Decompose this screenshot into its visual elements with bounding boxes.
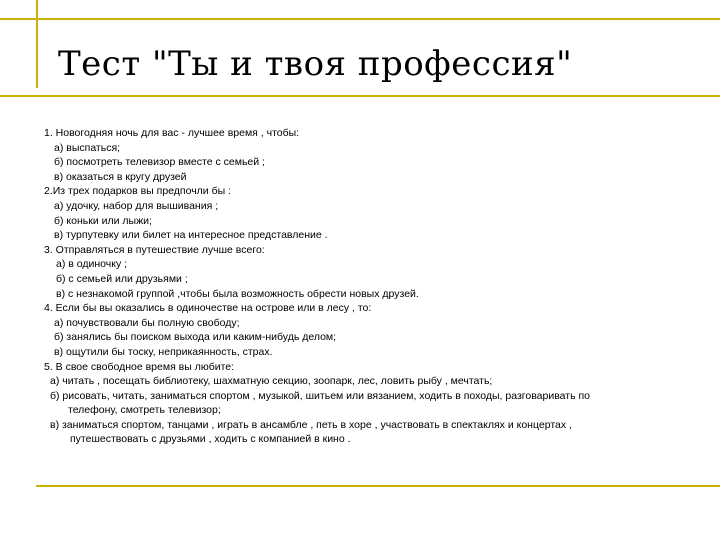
answer-1c: в) оказаться в кругу друзей (54, 170, 187, 183)
answer-5c: в) заниматься спортом, танцами , играть в ансамбле , петь в хоре , участвовать в спектаклях и концертах , (50, 418, 572, 431)
question-4: 4. Если бы вы оказались в одиночестве на острове или в лесу , то: (44, 302, 372, 315)
answer-3b: б) с семьей или друзьями ; (56, 272, 188, 285)
slide-title: Тест "Ты и твоя профессия" (58, 44, 573, 84)
answer-1a: а) выспаться; (54, 141, 121, 154)
title-underline-rule (0, 95, 720, 97)
left-accent-rule (36, 0, 38, 88)
answer-4b: б) занялись бы поиском выхода или каким-нибудь делом; (54, 331, 337, 344)
answer-4a: а) почувствовали бы полную свободу; (54, 316, 240, 329)
bottom-rule (36, 485, 720, 487)
answer-5c-continued: путешествовать с друзьями , ходить с компанией в кино . (70, 433, 351, 446)
question-5: 5. В свое свободное время вы любите: (44, 360, 235, 373)
top-rule (0, 18, 720, 20)
answer-2a: а) удочку, набор для вышивания ; (54, 199, 219, 212)
answer-5a: а) читать , посещать библиотеку, шахматную секцию, зоопарк, лес, ловить рыбу , мечтать; (50, 375, 493, 388)
answer-3a: а) в одиночку ; (56, 258, 128, 271)
test-questions (44, 126, 704, 447)
answer-5b: б) рисовать, читать, заниматься спортом , музыкой, шитьем или вязанием, ходить в походы, разговаривать по (50, 389, 591, 402)
answer-2b: б) коньки или лыжи; (54, 214, 152, 227)
question-3: 3. Отправляться в путешествие лучше всего: (44, 243, 265, 256)
question-2: 2.Из трех подарков вы предпочли бы : (44, 185, 231, 198)
answer-5b-continued: телефону, смотреть телевизор; (68, 404, 221, 417)
answer-2c: в) турпутевку или билет на интересное представление . (54, 229, 328, 242)
question-1: 1. Новогодняя ночь для вас - лучшее время , чтобы: (44, 127, 300, 139)
answer-3c: в) с незнакомой группой ,чтобы была возможность обрести новых друзей. (56, 287, 419, 300)
answer-4c: в) ощутили бы тоску, неприкаянность, страх. (54, 345, 273, 358)
answer-1b: б) посмотреть телевизор вместе с семьей ; (54, 156, 265, 169)
